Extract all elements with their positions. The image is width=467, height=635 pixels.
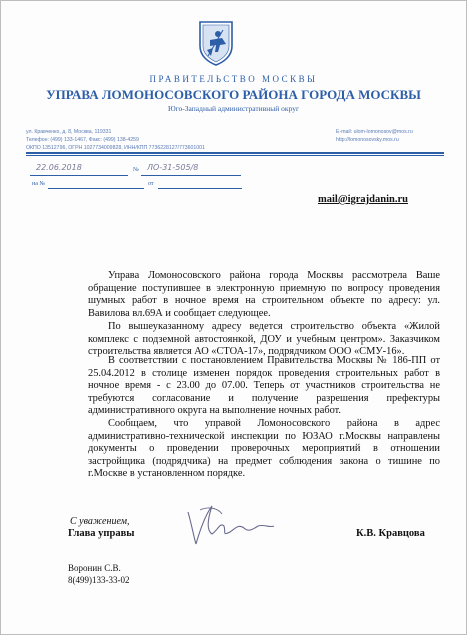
date-field xyxy=(30,163,128,176)
reference-prefix: на № xyxy=(32,181,46,187)
reference-number-field xyxy=(48,180,144,189)
number-field xyxy=(141,163,241,176)
moscow-coat-of-arms-icon xyxy=(196,20,236,66)
closing-regards: С уважением, xyxy=(70,516,130,527)
org-codes: ОКПО 13512796, ОГРН 1027734009828, ИНН/КПП 7736228127/773601001 xyxy=(26,145,205,151)
org-email: E-mail: ulom-lomonosov@mos.ru xyxy=(336,129,413,135)
reference-from-label: от xyxy=(148,181,154,187)
paragraph-2: По вышеуказанному адресу ведется строительство объекта «Жилой комплекс с подземной автостоянкой, ДОУ и учебным центром». Заказчиком строительства является АО «СТОА-17», подрядчиком ООО «СМУ-16». xyxy=(88,321,440,358)
paragraph-1: Управа Ломоносовского района города Москвы рассмотрела Ваше обращение поступившее в электронную приемную по вопросу проведения шумных работ в ночное время на строительном объекте по адресу: ул. Вавилова вл.69А и сообщает следующее. xyxy=(88,270,440,319)
registration-number: ЛО-31-505/8 xyxy=(147,163,199,172)
paragraph-4: Сообщаем, что управой Ломоносовского района в адрес административно-технической инспекции по ЮЗАО г.Москвы направлены документы о проведении проверочных мероприятий в отношении застройщика (подрядчика) на предмет соблюдения закона о тишине по г.Москве в установленном порядке. xyxy=(88,418,440,480)
number-prefix: № xyxy=(133,167,139,173)
letterhead-rule xyxy=(26,152,444,154)
reference-date-field xyxy=(158,180,242,189)
letterhead-rule-thin xyxy=(26,155,444,156)
signatory-position: Глава управы xyxy=(68,528,135,539)
executor-name: Воронин С.В. xyxy=(68,563,121,573)
district-name: Юго-Западный административный округ xyxy=(167,104,300,113)
handwritten-signature-icon xyxy=(178,500,278,548)
paragraph-3: В соответствии с постановлением Правительства Москвы № 186-ПП от 25.04.2012 в столице изменен порядок проведения строительных работ в ночное время - с 23.00 до 07.00. Теперь от участников строительства не требуются согласование и получение разрешения префектуры административного округа на выполнение ночных работ. xyxy=(88,355,440,417)
registration-date: 22.06.2018 xyxy=(36,163,82,172)
signatory-name: К.В. Кравцова xyxy=(356,528,425,539)
government-name: ПРАВИТЕЛЬСТВО МОСКВЫ xyxy=(149,74,318,84)
executor-block xyxy=(68,562,130,586)
org-address: ул. Кравченко, д. 8, Москва, 119331 xyxy=(26,129,112,135)
organization-name: УПРАВА ЛОМОНОСОВСКОГО РАЙОНА ГОРОДА МОСКВЫ xyxy=(46,87,421,102)
org-phones: Телефон: (499) 133-1467, Факс: (499) 138-4259 xyxy=(26,137,139,143)
executor-phone: 8(499)133-33-02 xyxy=(68,575,130,585)
org-website: http://lomonosovsky.mos.ru xyxy=(336,137,399,143)
recipient-email: mail@igrajdanin.ru xyxy=(318,194,408,205)
